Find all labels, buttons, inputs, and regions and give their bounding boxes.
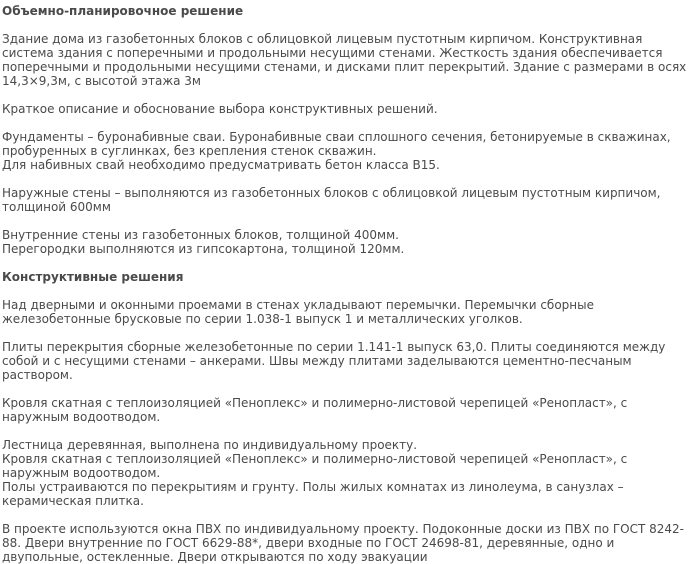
paragraph-windows-doors: В проекте используются окна ПВХ по индивидуальному проекту. Подоконные доски из ПВХ по ГОСТ 8242-88. Двери внутренние по ГОСТ 6629-88*, двери входные по ГОСТ 24698-81, деревянные, одно и двупольные, остекленные. Двери открываются по ходу эвакуации xyxy=(2,522,685,564)
paragraph-interior-walls xyxy=(2,228,694,256)
section-title-structural: Конструктивные решения xyxy=(2,270,184,284)
partitions-text: Перегородки выполняются из гипсокартона, толщиной 120мм. xyxy=(2,242,405,256)
paragraph-floor-slabs: Плиты перекрытия сборные железобетонные по серии 1.141-1 выпуск 63,0. Плиты соединяются между собой и с несущими стенами – анкерами. Швы между плитами заделываются цементно-песчаным раствором. xyxy=(2,340,666,382)
foundations-text: Фундаменты – буронабивные сваи. Буронабивные сваи сплошного сечения, бетонируемые в скважинах, пробуренных в суглинках, без крепления стенок скважин. xyxy=(2,130,671,158)
interior-walls-text: Внутренние стены из газобетонных блоков, толщиной 400мм. xyxy=(2,228,399,242)
paragraph-lintels: Над дверными и оконными проемами в стенах укладывают перемычки. Перемычки сборные железобетонные брусковые по серии 1.038-1 выпуск 1 и металлических уголков. xyxy=(2,298,594,326)
section-title-planning: Объемно-планировочное решение xyxy=(2,4,244,18)
pile-concrete-text: Для набивных свай необходимо предусматривать бетон класса В15. xyxy=(2,158,440,172)
floors-text: Полы устраиваются по перекрытиям и грунту. Полы жилых комнатах из линолеума, в санузлах – керамическая плитка. xyxy=(2,480,624,508)
roof-text: Кровля скатная с теплоизоляцией «Пеноплекс» и полимерно-листовой черепицей «Ренопласт», с наружным водоотводом. xyxy=(2,452,628,480)
paragraph-structural-summary-heading: Краткое описание и обоснование выбора конструктивных решений. xyxy=(2,102,438,116)
paragraph-foundations xyxy=(2,130,694,172)
stairs-text: Лестница деревянная, выполнена по индивидуальному проекту. xyxy=(2,438,418,452)
paragraph-roof: Кровля скатная с теплоизоляцией «Пеноплекс» и полимерно-листовой черепицей «Ренопласт», с наружным водоотводом. xyxy=(2,396,628,424)
paragraph-stairs-roof-floors xyxy=(2,438,694,508)
paragraph-building-description: Здание дома из газобетонных блоков с облицовкой лицевым пустотным кирпичом. Конструктивная система здания с поперечными и продольными несущими стенами. Жесткость здания обеспечивается поперечными и продольными несущими стенами, и дисками плит перекрытий. Здание с размерами в осях 14,3×9,3м, с высотой этажа 3м xyxy=(2,32,687,88)
paragraph-exterior-walls: Наружные стены – выполняются из газобетонных блоков с облицовкой лицевым пустотным кирпичом, толщиной 600мм xyxy=(2,186,661,214)
